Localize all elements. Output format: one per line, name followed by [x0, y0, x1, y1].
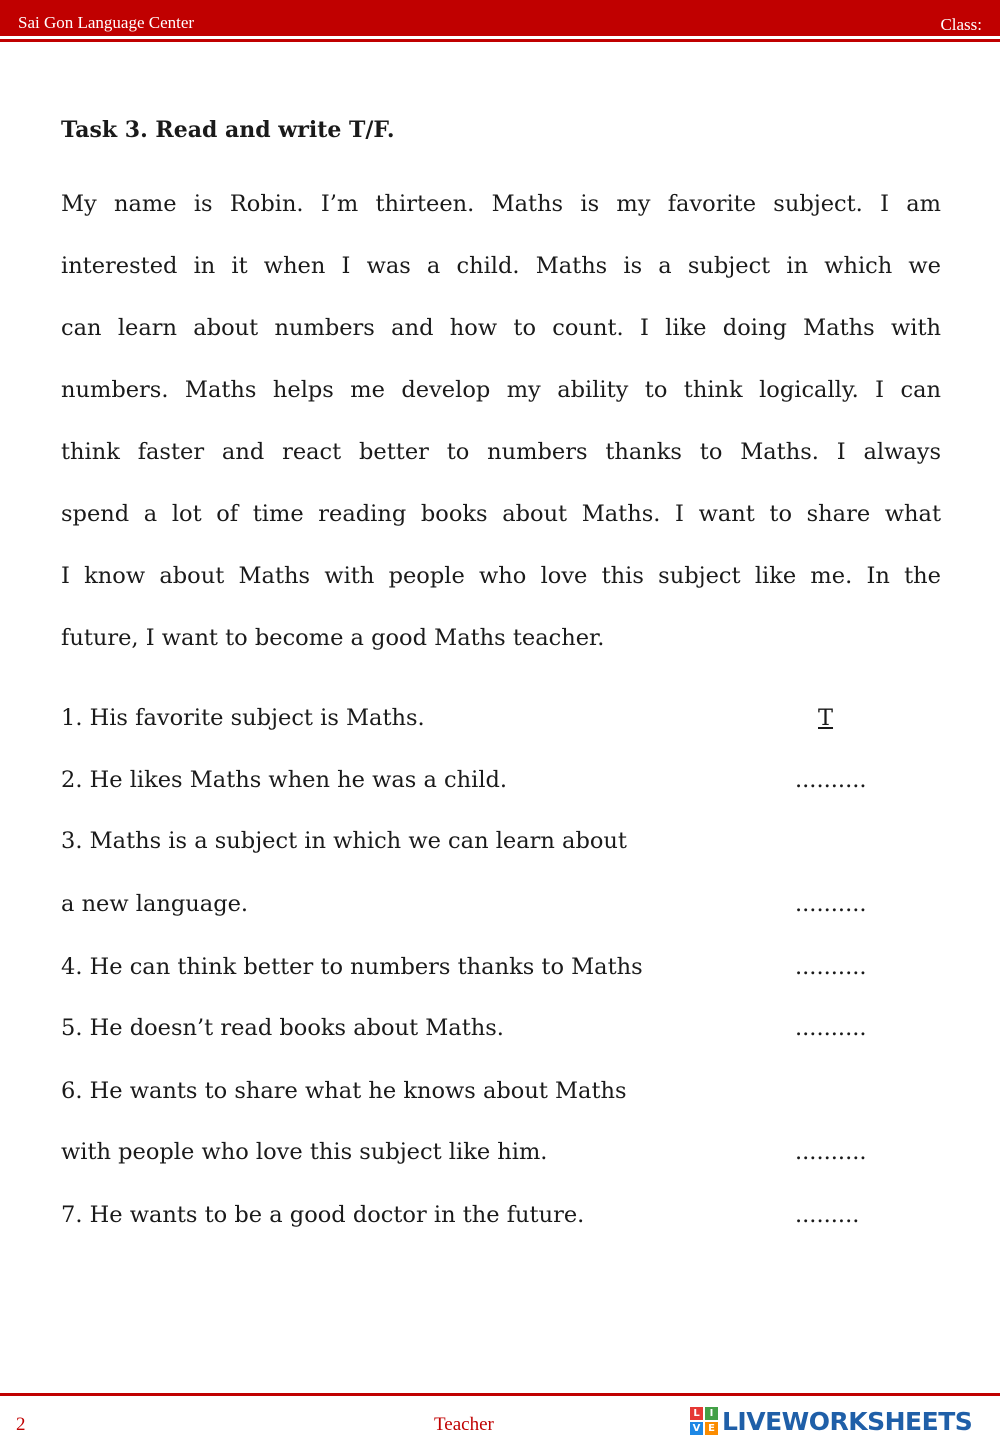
question-5-text: 5. He doesn’t read books about Maths.	[61, 1015, 504, 1041]
question-6-text: 6. He wants to share what he knows about Maths	[61, 1078, 627, 1104]
passage-line: interested in it when I was a child. Maths is a subject in which we	[61, 253, 941, 279]
question-5-answer-blank[interactable]: ..........	[795, 1015, 867, 1041]
passage-line: My name is Robin. I’m thirteen. Maths is my favorite subject. I am	[61, 191, 941, 217]
logo-cell: I	[705, 1407, 718, 1420]
passage-line: can learn about numbers and how to count. I like doing Maths with	[61, 315, 941, 341]
question-6-answer-blank[interactable]: ..........	[795, 1139, 867, 1165]
passage-line: future, I want to become a good Maths teacher.	[61, 625, 605, 651]
question-3-answer-blank[interactable]: ..........	[795, 891, 867, 917]
question-2-answer-blank[interactable]: ..........	[795, 767, 867, 793]
question-1-text: 1. His favorite subject is Maths.	[61, 705, 425, 731]
passage-line: spend a lot of time reading books about Maths. I want to share what	[61, 501, 941, 527]
question-1-answer[interactable]: T	[818, 705, 834, 731]
liveworksheets-logo[interactable]	[690, 1404, 972, 1438]
question-6-text-cont: with people who love this subject like him.	[61, 1139, 548, 1165]
passage-line: I know about Maths with people who love this subject like me. In the	[61, 563, 941, 589]
logo-wordmark: LIVEWORKSHEETS	[722, 1406, 973, 1436]
task-title: Task 3. Read and write T/F.	[61, 117, 395, 143]
passage-line: numbers. Maths helps me develop my ability to think logically. I can	[61, 377, 941, 403]
passage-line: think faster and react better to numbers thanks to Maths. I always	[61, 439, 941, 465]
footer-teacher-label: Teacher	[434, 1414, 494, 1435]
header-class-label: Class:	[940, 15, 982, 34]
logo-cell: L	[690, 1407, 703, 1420]
header-center-name: Sai Gon Language Center	[18, 13, 195, 32]
question-4-answer-blank[interactable]: ..........	[795, 954, 867, 980]
question-7-text: 7. He wants to be a good doctor in the future.	[61, 1202, 585, 1228]
logo-cell: E	[705, 1422, 718, 1435]
question-4-text: 4. He can think better to numbers thanks to Maths	[61, 954, 643, 980]
question-3-text: 3. Maths is a subject in which we can learn about	[61, 828, 627, 854]
question-7-answer-blank[interactable]: .........	[795, 1202, 860, 1228]
question-3-text-cont: a new language.	[61, 891, 249, 917]
logo-cell: V	[690, 1422, 703, 1435]
footer-divider	[0, 1393, 1000, 1396]
page-number: 2	[16, 1414, 26, 1435]
question-2-text: 2. He likes Maths when he was a child.	[61, 767, 508, 793]
logo-grid-icon	[690, 1407, 718, 1435]
reading-passage	[61, 185, 941, 681]
header-divider	[0, 39, 1000, 42]
